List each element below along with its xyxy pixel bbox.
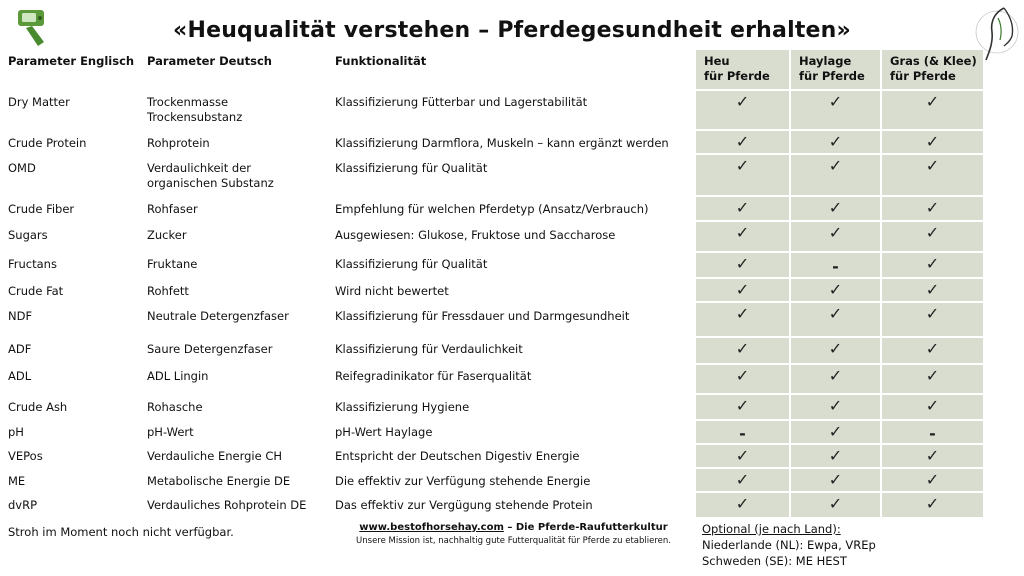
row-de: Metabolische Energie DE xyxy=(147,474,291,488)
check-heu: ✓ xyxy=(696,253,789,277)
check-gras: ✓ xyxy=(882,469,983,491)
row-fn: Das effektiv zur Vergügung stehende Protein xyxy=(335,498,593,512)
row-fn: Klassifizierung für Qualität xyxy=(335,257,488,271)
check-heu: ✓ xyxy=(696,197,789,220)
check-gras: ✓ xyxy=(882,395,983,419)
row-en: ADF xyxy=(8,342,32,356)
footer-note-stroh: Stroh im Moment noch nicht verfügbar. xyxy=(8,525,234,539)
check-heu: ✓ xyxy=(696,131,789,153)
check-heu: ✓ xyxy=(696,338,789,363)
row-en: Crude Fiber xyxy=(8,202,75,216)
row-de-line: organischen Substanz xyxy=(147,176,274,190)
optional-title: Optional (je nach Land): xyxy=(702,522,841,536)
header-heu-line2: für Pferde xyxy=(704,69,770,83)
check-gras: ✓ xyxy=(882,279,983,301)
check-gras: ✓ xyxy=(882,365,983,393)
check-haylage: ✓ xyxy=(791,365,880,393)
dash-haylage: - xyxy=(791,253,880,277)
row-fn: pH-Wert Haylage xyxy=(335,425,433,439)
row-de: Verdauliches Rohprotein DE xyxy=(147,498,307,512)
check-gras: ✓ xyxy=(882,155,983,195)
row-fn: Reifegradinikator für Faserqualität xyxy=(335,369,532,383)
row-en: NDF xyxy=(8,309,33,323)
check-heu: ✓ xyxy=(696,365,789,393)
header-haylage xyxy=(791,50,880,89)
row-fn: Klassifizierung Fütterbar und Lagerstabilität xyxy=(335,95,588,109)
row-de-line: Verdaulichkeit der xyxy=(147,161,251,175)
row-de: Verdauliche Energie CH xyxy=(147,449,283,463)
header-funktionalitaet: Funktionalität xyxy=(335,54,427,68)
header-haylage-line2: für Pferde xyxy=(799,69,865,83)
row-en: Crude Protein xyxy=(8,136,87,150)
dash-gras: - xyxy=(882,421,983,443)
check-haylage: ✓ xyxy=(791,155,880,195)
row-de: ADL Lingin xyxy=(147,369,209,383)
header-haylage-line1: Haylage xyxy=(799,54,852,68)
row-fn: Klassifizierung Darmflora, Muskeln – kann ergänzt werden xyxy=(335,136,669,150)
check-haylage: ✓ xyxy=(791,91,880,129)
row-fn: Entspricht der Deutschen Digestiv Energie xyxy=(335,449,580,463)
website-link[interactable]: www.bestofhorsehay.com xyxy=(359,522,504,533)
row-de-line: Trockenmasse xyxy=(147,95,229,109)
optional-line-nl: Niederlande (NL): Ewpa, VREp xyxy=(702,538,876,552)
footer-center xyxy=(335,522,692,546)
row-en: dvRP xyxy=(8,498,38,512)
row-de: Zucker xyxy=(147,228,187,242)
row-en: Crude Ash xyxy=(8,400,68,414)
check-haylage: ✓ xyxy=(791,493,880,517)
row-en: Dry Matter xyxy=(8,95,70,109)
check-heu: ✓ xyxy=(696,445,789,467)
check-gras: ✓ xyxy=(882,222,983,251)
row-fn: Klassifizierung für Verdaulichkeit xyxy=(335,342,523,356)
check-gras: ✓ xyxy=(882,253,983,277)
check-heu: ✓ xyxy=(696,493,789,517)
row-de: Rohfaser xyxy=(147,202,198,216)
check-haylage: ✓ xyxy=(791,197,880,220)
row-en: VEPos xyxy=(8,449,43,463)
row-en: Fructans xyxy=(8,257,57,271)
check-haylage: ✓ xyxy=(791,303,880,336)
footer-url-suffix: – Die Pferde-Raufutterkultur xyxy=(503,522,668,533)
row-fn: Ausgewiesen: Glukose, Fruktose und Saccharose xyxy=(335,228,616,242)
check-heu: ✓ xyxy=(696,395,789,419)
header-heu xyxy=(696,50,789,89)
check-haylage: ✓ xyxy=(791,421,880,443)
row-fn: Klassifizierung Hygiene xyxy=(335,400,470,414)
footer-url-line xyxy=(335,522,692,533)
check-gras: ✓ xyxy=(882,303,983,336)
check-gras: ✓ xyxy=(882,197,983,220)
check-heu: ✓ xyxy=(696,279,789,301)
row-fn: Wird nicht bewertet xyxy=(335,284,449,298)
header-gras-line1: Gras (& Klee) xyxy=(890,54,977,68)
row-fn: Klassifizierung für Fressdauer und Darmgesundheit xyxy=(335,309,630,323)
optional-line-se: Schweden (SE): ME HEST xyxy=(702,554,847,568)
row-de xyxy=(147,95,332,125)
check-heu: ✓ xyxy=(696,91,789,129)
row-de: pH-Wert xyxy=(147,425,194,439)
row-fn: Empfehlung für welchen Pferdetyp (Ansatz/Verbrauch) xyxy=(335,202,649,216)
footer-mission: Unsere Mission ist, nachhaltig gute Futterqualität für Pferde zu etablieren. xyxy=(356,536,671,546)
page-title: «Heuqualität verstehen – Pferdegesundheit erhalten» xyxy=(173,18,851,43)
row-en: Crude Fat xyxy=(8,284,64,298)
check-heu: ✓ xyxy=(696,155,789,195)
check-haylage: ✓ xyxy=(791,222,880,251)
row-de-line: Trockensubstanz xyxy=(147,110,243,124)
check-heu: ✓ xyxy=(696,222,789,251)
header-heu-line1: Heu xyxy=(704,54,730,68)
row-en: pH xyxy=(8,425,24,439)
row-de: Rohprotein xyxy=(147,136,210,150)
check-heu: ✓ xyxy=(696,469,789,491)
check-haylage: ✓ xyxy=(791,395,880,419)
check-gras: ✓ xyxy=(882,91,983,129)
row-de xyxy=(147,161,332,191)
check-haylage: ✓ xyxy=(791,279,880,301)
header-gras-line2: für Pferde xyxy=(890,69,956,83)
check-haylage: ✓ xyxy=(791,338,880,363)
header-gras xyxy=(882,50,983,89)
check-gras: ✓ xyxy=(882,493,983,517)
dash-heu: - xyxy=(696,421,789,443)
check-haylage: ✓ xyxy=(791,469,880,491)
row-de: Rohasche xyxy=(147,400,203,414)
check-haylage: ✓ xyxy=(791,131,880,153)
row-en: OMD xyxy=(8,161,36,175)
row-en: ADL xyxy=(8,369,32,383)
row-fn: Klassifizierung für Qualität xyxy=(335,161,488,175)
row-de: Fruktane xyxy=(147,257,198,271)
check-gras: ✓ xyxy=(882,131,983,153)
row-de: Neutrale Detergenzfaser xyxy=(147,309,289,323)
row-de: Rohfett xyxy=(147,284,189,298)
row-en: ME xyxy=(8,474,26,488)
check-heu: ✓ xyxy=(696,303,789,336)
row-en: Sugars xyxy=(8,228,48,242)
header-parameter-deutsch: Parameter Deutsch xyxy=(147,54,272,68)
check-gras: ✓ xyxy=(882,338,983,363)
check-haylage: ✓ xyxy=(791,445,880,467)
row-fn: Die effektiv zur Verfügung stehende Energie xyxy=(335,474,591,488)
row-de: Saure Detergenzfaser xyxy=(147,342,273,356)
header-parameter-englisch: Parameter Englisch xyxy=(8,54,135,68)
footer-optional xyxy=(702,521,876,569)
check-gras: ✓ xyxy=(882,445,983,467)
